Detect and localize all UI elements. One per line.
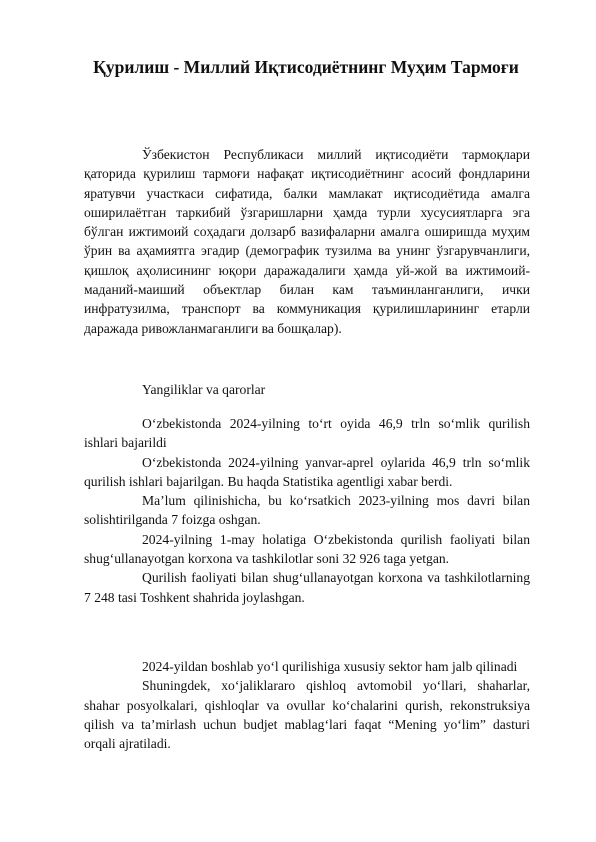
news-paragraph: Ma’lum qilinishicha, bu ko‘rsatkich 2023-yilning mos davri bilan solishtirilganda 7 foizga oshgan. [84, 493, 530, 528]
intro-paragraph: Ўзбекистон Республикаси миллий иқтисодиёти тармоқлари қаторида қурилиш тармоғи нафақат иқтисодиётнинг асосий фондларини яратувчи участкаси сифатида, балки мамлакат иқтисодиётида амалга оширилаётган таркибий ўзгаришларни ҳамда турли хусусиятларга эга бўлган ижтимоий соҳадаги долзарб вазифаларни амалга оширишда муҳим ўрин ва аҳамиятга эгадир (демографик тузилма ва унинг ўзгарувчанлиги, қишлоқ аҳолисининг юқори даражадалиги ҳамда уй-жой ва ижтимоий-маданий-маиший объектлар билан кам таъминланганлиги, ички инфратузилма, транспорт ва коммуникация қурилишларининг етарли даражада ривожланмаганлиги ва бошқалар). [84, 147, 530, 336]
news-paragraph: O‘zbekistonda 2024-yilning yanvar-aprel oylarida 46,9 trln so‘mlik qurilish ishlari bajarilgan. Bu haqda Statistika agentligi xabar berdi. [84, 454, 530, 489]
news-paragraph: 2024-yildan boshlab yo‘l qurilishiga xususiy sektor ham jalb qilinadi [142, 659, 518, 674]
news-section [84, 414, 530, 607]
news-paragraph: Qurilish faoliyati bilan shug‘ullanayotgan korxona va tashkilotlarning 7 248 tasi Toshkent shahrida joylashgan. [84, 570, 530, 605]
news-paragraph: Shuningdek, xo‘jaliklararo qishloq avtomobil yo‘llari, shaharlar, shahar posyolkalari, qishloqlar va ovullar ko‘chalarini qurish, rekonstruksiya qilish va ta’mirlash uchun budjet mablag‘lari faqat “Mening yo‘lim” dasturi orqali ajratiladi. [84, 678, 530, 752]
intro-section [84, 145, 530, 338]
document-title: Қурилиш - Миллий Иқтисодиётнинг Муҳим Тармоғи [93, 57, 519, 77]
news-paragraph: 2024-yilning 1-may holatiga O‘zbekistonda qurilish faoliyati bilan shug‘ullanayotgan korxona va tashkilotlar soni 32 926 taga yetgan. [84, 531, 530, 567]
news-paragraph: O‘zbekistonda 2024-yilning to‘rt oyida 46,9 trln so‘mlik qurilish ishlari bajarildi [84, 416, 530, 451]
news-section-2 [84, 657, 530, 753]
section-heading: Yangiliklar va qarorlar [142, 382, 266, 397]
